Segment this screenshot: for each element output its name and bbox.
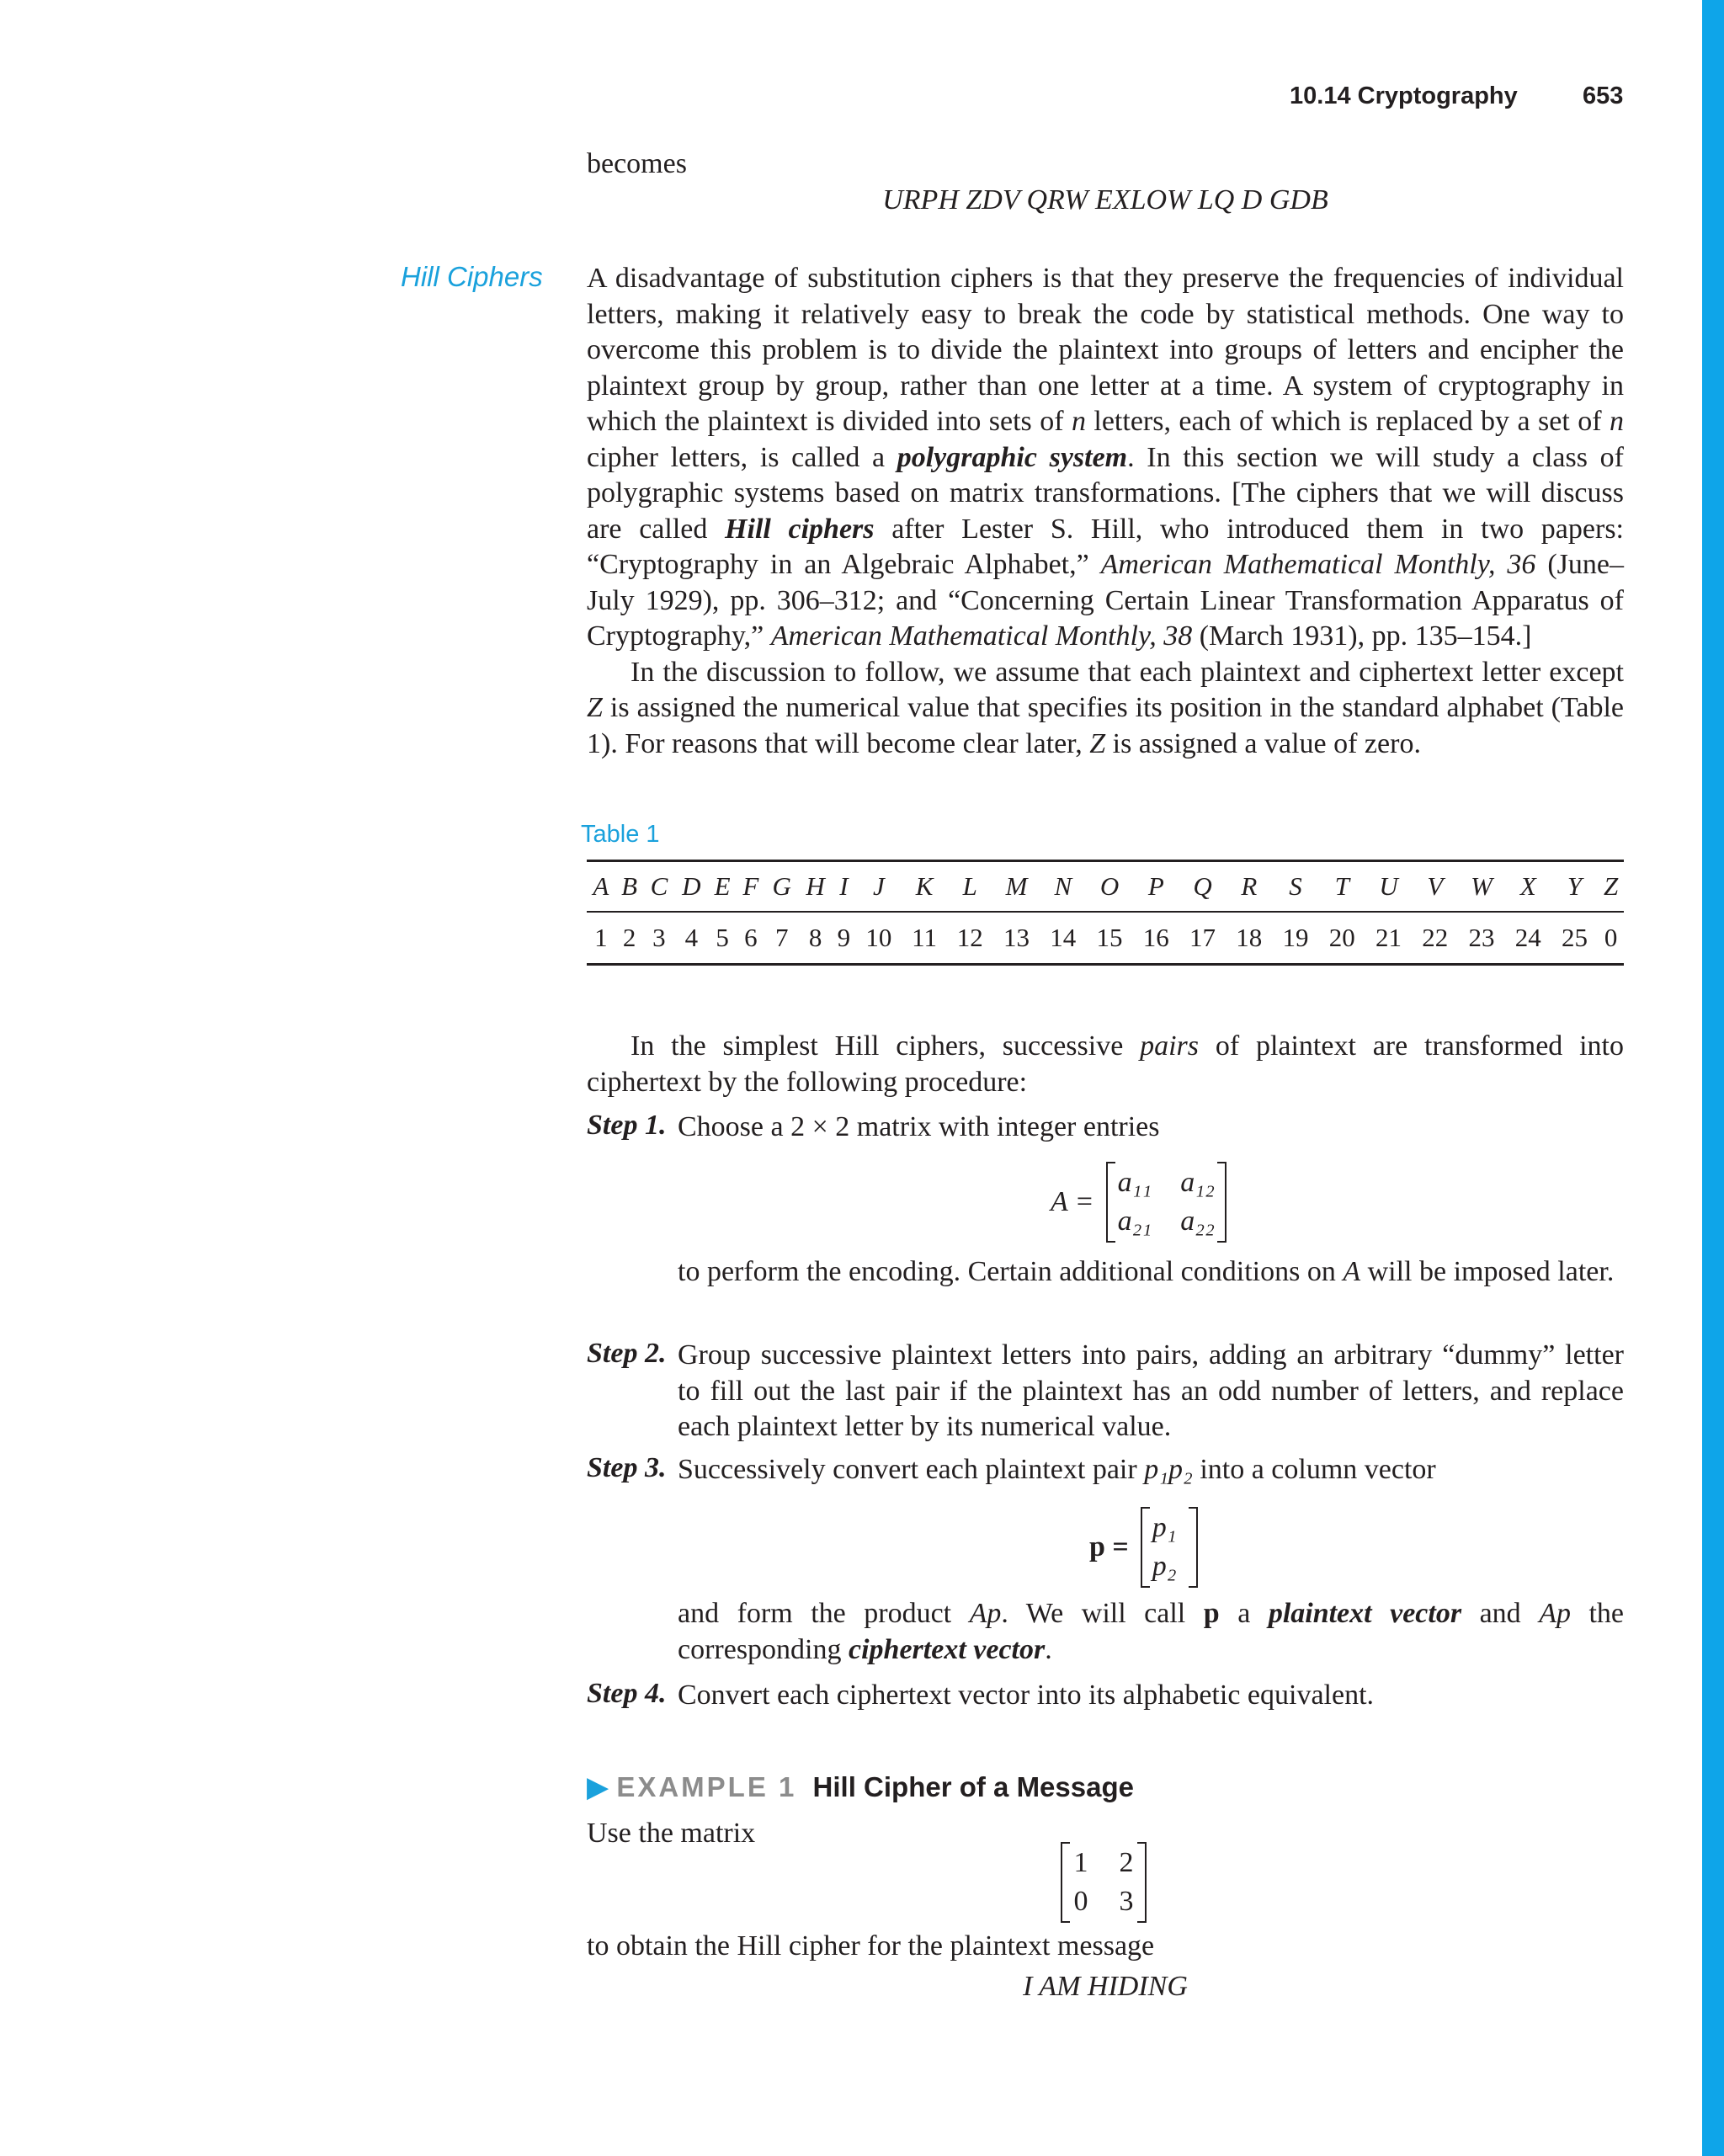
example-use-text: Use the matrix — [587, 1818, 756, 1849]
text-run: of plaintext are transformed into ciphertext by the following procedure: — [587, 1030, 1624, 1098]
math-n: n — [1609, 406, 1624, 437]
table-cell-letter: F — [737, 861, 765, 913]
text-run: . We will call — [1001, 1598, 1204, 1629]
text-run: A disadvantage of substitution ciphers is that they preserve the frequencies of individual letters, making it relatively easy to break the code by statistical methods. One way to overcome this problem is to divide the plaintext into groups of letters and encipher the plaintext group by group, rather than one letter at a time. A system of cryptography in which the plaintext is divided into sets of — [587, 263, 1624, 437]
math-n: n — [1071, 406, 1086, 437]
term-polygraphic-system: polygraphic system — [897, 441, 1128, 473]
table-cell-letter: H — [799, 861, 833, 913]
paragraph-1 — [587, 261, 1624, 655]
math-ap: Ap — [1539, 1598, 1571, 1629]
table-cell-value: 23 — [1468, 923, 1495, 952]
text-run: is assigned a value of zero. — [1105, 727, 1421, 759]
table-cell-value: 18 — [1236, 923, 1263, 952]
math-ap: Ap — [969, 1598, 1002, 1629]
table-cell-letter: Z — [1598, 861, 1624, 913]
cipher-text-line: URPH ZDV QRW EXLOW LQ D GDB — [882, 184, 1328, 216]
vector-p-display — [1089, 1507, 1198, 1588]
example-title: Hill Cipher of a Message — [812, 1771, 1134, 1802]
step-text — [678, 1452, 1624, 1488]
journal-citation: American Mathematical Monthly, 38 — [770, 620, 1193, 652]
text-run: . In this section we will study a class of polygraphic systems based on matrix transformations. [The ciphers that we will discuss are called — [587, 441, 1624, 545]
matrix-row — [1072, 1882, 1135, 1921]
table-cell-value: 2 — [622, 923, 636, 952]
running-head-section: 10.14 Cryptography — [1290, 83, 1518, 109]
text-run: into a column vector — [1192, 1454, 1436, 1485]
math-p1p2: p₁p₂ — [1144, 1454, 1193, 1485]
matrix-a — [1106, 1162, 1226, 1243]
math-a: A — [1343, 1256, 1361, 1287]
term-hill-ciphers: Hill ciphers — [725, 513, 875, 545]
example-heading — [587, 1770, 1134, 1804]
step-2 — [587, 1338, 1624, 1445]
step-label: Step 3. — [587, 1452, 667, 1483]
math-p: p — [1203, 1598, 1220, 1629]
intro-block — [587, 146, 1624, 218]
table-cell-letter: V — [1412, 861, 1458, 913]
math-z: Z — [1089, 727, 1106, 759]
table-cell-value: 14 — [1050, 923, 1077, 952]
table-cell-letter: Y — [1551, 861, 1598, 913]
step-1 — [587, 1110, 1624, 1146]
math-z: Z — [587, 692, 603, 723]
paragraph-3 — [587, 1029, 1624, 1100]
matrix-a-display — [1051, 1162, 1226, 1243]
text-run: after Lester S. Hill, who introduced them in two papers: “Cryptography in an Algebraic Alphabet,” — [587, 513, 1624, 580]
table-cell-letter: D — [674, 861, 708, 913]
step-1-continuation — [587, 1254, 1624, 1291]
table-cell-letter: J — [855, 861, 902, 913]
step-4 — [587, 1678, 1624, 1714]
matrix-row — [1118, 1163, 1215, 1202]
side-heading-hill-ciphers: Hill Ciphers — [401, 261, 543, 292]
procedure-intro — [587, 1029, 1624, 1100]
text-run: In the discussion to follow, we assume that each plaintext and ciphertext letter except — [631, 656, 1624, 688]
matrix-entry: a₂₂ — [1180, 1206, 1215, 1237]
text-run: and form the product — [678, 1598, 970, 1629]
text-run: and — [1461, 1598, 1540, 1629]
table-cell-value: 25 — [1562, 923, 1588, 952]
matrix-row — [1152, 1547, 1186, 1586]
table-row-values — [587, 912, 1624, 965]
table-cell-letter: A — [587, 861, 615, 913]
matrix-entry: 3 — [1119, 1886, 1134, 1917]
matrix-entry: a₁₁ — [1117, 1167, 1152, 1198]
step-text — [678, 1596, 1624, 1668]
step-text — [678, 1254, 1624, 1291]
alphabet-table — [587, 860, 1624, 966]
table-cell-letter: E — [708, 861, 737, 913]
table-cell-letter: U — [1365, 861, 1412, 913]
matrix-entry: a₁₂ — [1180, 1167, 1215, 1198]
step-3-continuation — [587, 1596, 1624, 1668]
table-cell-letter: K — [902, 861, 946, 913]
matrix-a-name: A = — [1051, 1186, 1094, 1217]
text-run: (March 1931), pp. 135–154.] — [1192, 620, 1532, 652]
text-run: will be imposed later. — [1360, 1256, 1615, 1287]
table-cell-value: 19 — [1282, 923, 1309, 952]
example-matrix — [1061, 1842, 1147, 1923]
plaintext-message: I AM HIDING — [1023, 1970, 1188, 2002]
text-run: the corresponding — [678, 1598, 1625, 1665]
table-cell-letter: C — [644, 861, 675, 913]
step-3 — [587, 1452, 1624, 1488]
matrix-entry: p₂ — [1152, 1551, 1177, 1582]
text-run: (June–July 1929), pp. 306–312; and “Concerning Certain Linear Transformation Apparatus of Cryptography,” — [587, 549, 1624, 652]
table-cell-letter: S — [1272, 861, 1318, 913]
step-text: Convert each ciphertext vector into its alphabetic equivalent. — [678, 1680, 1375, 1711]
table-cell-value: 22 — [1422, 923, 1449, 952]
matrix-row — [1152, 1509, 1186, 1547]
table-cell-value: 13 — [1003, 923, 1030, 952]
table-cell-value: 11 — [912, 923, 937, 952]
step-label: Step 2. — [587, 1338, 667, 1369]
matrix-entry: p₁ — [1152, 1512, 1177, 1543]
text-run: . — [1045, 1633, 1052, 1665]
matrix-row — [1118, 1202, 1215, 1241]
example-text-2 — [587, 1929, 1624, 2004]
table-cell-value: 0 — [1604, 923, 1618, 952]
table-cell-value: 20 — [1328, 923, 1355, 952]
example-number: EXAMPLE 1 — [616, 1771, 797, 1802]
table-cell-value: 8 — [808, 923, 822, 952]
example-obtain-text: to obtain the Hill cipher for the plaintext message — [587, 1930, 1155, 1962]
table-cell-value: 12 — [956, 923, 983, 952]
table-cell-letter: M — [993, 861, 1040, 913]
table-row-letters — [587, 861, 1624, 913]
term-ciphertext-vector: ciphertext vector — [849, 1633, 1046, 1665]
table-cell-letter: B — [615, 861, 644, 913]
table-cell-letter: Q — [1179, 861, 1226, 913]
journal-citation: American Mathematical Monthly, 36 — [1100, 549, 1536, 580]
example-matrix-display — [1061, 1842, 1147, 1923]
matrix-entry: 1 — [1073, 1847, 1088, 1878]
term-plaintext-vector: plaintext vector — [1268, 1598, 1462, 1629]
table-cell-value: 1 — [594, 923, 608, 952]
text-run: a — [1219, 1598, 1269, 1629]
text-run: In the simplest Hill ciphers, successive — [631, 1030, 1141, 1062]
triangle-right-icon: ▶ — [587, 1771, 609, 1803]
table-cell-letter: X — [1505, 861, 1551, 913]
paragraph-2 — [587, 655, 1624, 763]
table-cell-letter: T — [1319, 861, 1365, 913]
step-text: Group successive plaintext letters into pairs, adding an arbitrary “dummy” letter to fill out the last pair if the plaintext has an odd number of letters, and replace each plaintext letter by its numerical value. — [678, 1339, 1624, 1442]
table-cell-value: 4 — [684, 923, 699, 952]
table-cell-value: 9 — [837, 923, 851, 952]
matrix-entry: 0 — [1073, 1886, 1088, 1917]
matrix-entry: 2 — [1119, 1847, 1134, 1878]
text-run: is assigned the numerical value that specifies its position in the standard alphabet (Table 1). For reasons that will become clear later, — [587, 692, 1624, 759]
table-cell-value: 3 — [652, 923, 666, 952]
table-cell-letter: G — [765, 861, 799, 913]
table-cell-value: 24 — [1514, 923, 1541, 952]
table-cell-letter: R — [1226, 861, 1272, 913]
text-run: to perform the encoding. Certain additional conditions on — [678, 1256, 1344, 1287]
table-cell-letter: N — [1040, 861, 1086, 913]
text-run: cipher letters, is called a — [587, 441, 897, 473]
table-cell-letter: P — [1133, 861, 1179, 913]
table-cell-value: 16 — [1142, 923, 1169, 952]
main-text-block — [587, 261, 1624, 762]
text-run: letters, each of which is replaced by a set of — [1085, 406, 1610, 437]
emphasis-pairs: pairs — [1140, 1030, 1200, 1062]
table-cell-value: 10 — [865, 923, 892, 952]
becomes-text: becomes — [587, 148, 687, 179]
table-cell-value: 7 — [774, 923, 789, 952]
text-run: Successively convert each plaintext pair — [678, 1454, 1145, 1485]
matrix-entry: a₂₁ — [1117, 1206, 1152, 1237]
table-cell-value: 21 — [1375, 923, 1402, 952]
page-number: 653 — [1583, 83, 1624, 109]
vector-p — [1141, 1507, 1198, 1588]
table-cell-letter: L — [947, 861, 993, 913]
step-text: Choose a 2 × 2 matrix with integer entries — [678, 1111, 1160, 1142]
step-label: Step 1. — [587, 1110, 667, 1141]
table-cell-letter: W — [1458, 861, 1504, 913]
table-cell-value: 6 — [744, 923, 758, 952]
step-label: Step 4. — [587, 1678, 667, 1709]
page-edge-color-bar — [1702, 0, 1724, 2156]
table-cell-value: 5 — [716, 923, 729, 952]
table-cell-letter: O — [1086, 861, 1132, 913]
table-cell-value: 17 — [1189, 923, 1216, 952]
table-label: Table 1 — [581, 821, 660, 848]
matrix-row — [1072, 1844, 1135, 1882]
vector-p-name: p = — [1089, 1531, 1129, 1562]
table-cell-letter: I — [833, 861, 856, 913]
table-cell-value: 15 — [1096, 923, 1123, 952]
